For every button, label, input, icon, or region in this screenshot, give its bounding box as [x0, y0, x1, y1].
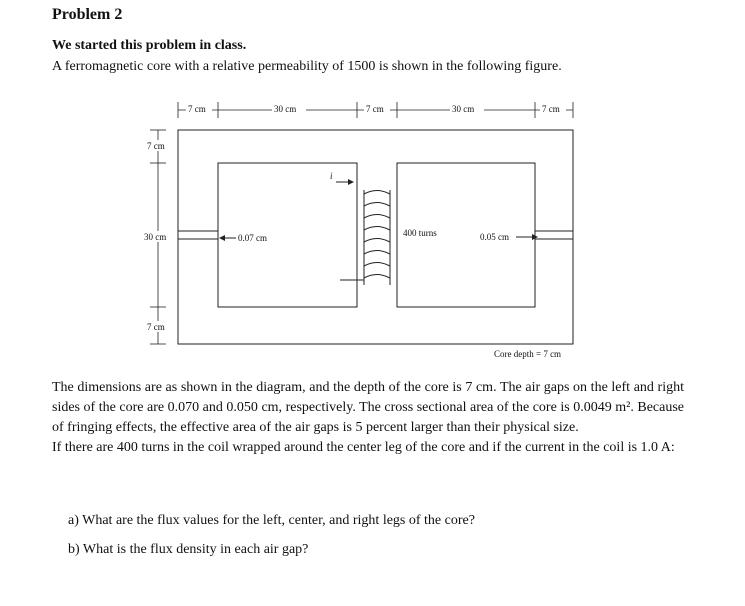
problem-subtitle: We started this problem in class.: [52, 38, 247, 53]
problem-intro: A ferromagnetic core with a relative permeability of 1500 is shown in the following figure.: [52, 59, 562, 74]
description-paragraph-2: If there are 400 turns in the coil wrapped around the center leg of the core and if the current in the coil is 1.0 A:: [52, 440, 675, 455]
left-gap-label: 0.07 cm: [238, 233, 267, 243]
top-dim-2: 30 cm: [274, 104, 297, 114]
turns-label: 400 turns: [403, 228, 437, 238]
top-dim-5: 7 cm: [542, 104, 560, 114]
left-air-gap: [178, 231, 218, 239]
question-a: a) What are the flux values for the left, center, and right legs of the core?: [68, 513, 475, 528]
left-dim-1: 7 cm: [147, 141, 165, 151]
coil-winding: [340, 190, 390, 285]
left-gap-pointer: [219, 235, 236, 241]
current-arrow: [336, 179, 354, 185]
problem-description: [52, 378, 684, 458]
question-list: [68, 513, 475, 571]
right-gap-label: 0.05 cm: [480, 232, 509, 242]
right-air-gap: [535, 231, 573, 239]
top-dim-1: 7 cm: [188, 104, 206, 114]
question-b: b) What is the flux density in each air gap?: [68, 542, 309, 557]
problem-title: Problem 2: [52, 6, 123, 23]
core-diagram: [140, 90, 600, 365]
top-dim-4: 30 cm: [452, 104, 475, 114]
current-label: i: [330, 171, 333, 181]
core-depth-label: Core depth = 7 cm: [494, 349, 562, 359]
top-dim-3: 7 cm: [366, 104, 384, 114]
left-dim-2: 30 cm: [144, 232, 167, 242]
left-dim-3: 7 cm: [147, 322, 165, 332]
description-paragraph-1: The dimensions are as shown in the diagram, and the depth of the core is 7 cm. The air gaps on the left and right sides of the core are 0.070 and 0.050 cm, respectively. The cross sectional area of the core is 0.0049 m². Because of fringing effects, the effective area of the air gaps is 5 percent larger than their physical size.: [52, 380, 684, 435]
